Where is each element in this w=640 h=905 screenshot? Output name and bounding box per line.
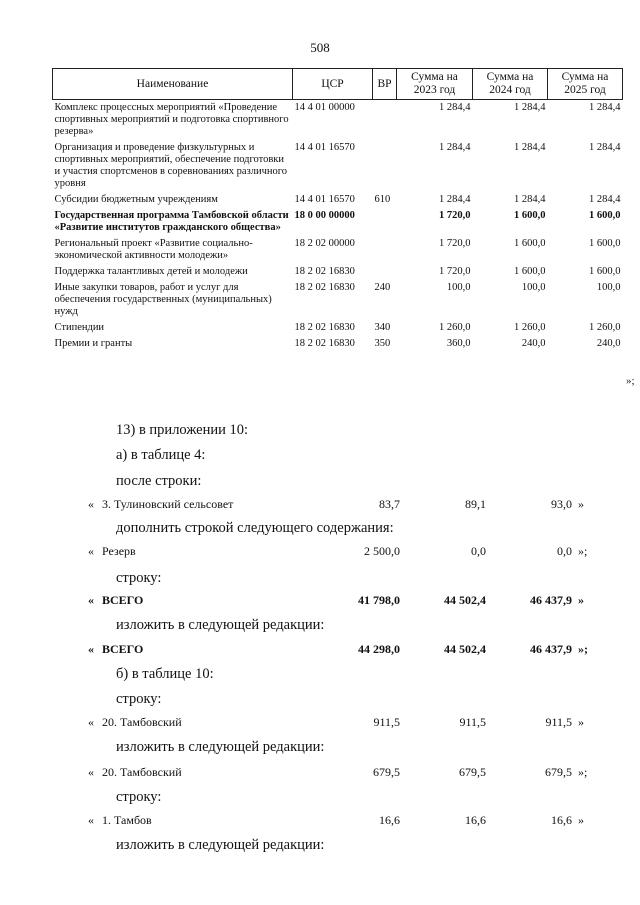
- close-quote: »: [578, 593, 584, 607]
- value-2023: 679,5: [373, 765, 400, 779]
- value-2025: 0,0: [557, 544, 572, 558]
- cell-sum-2025: 1 600,0: [589, 266, 621, 277]
- edit-as-text: изложить в следующей редакции:: [116, 617, 325, 633]
- supplement-text: дополнить строкой следующего содержания:: [116, 520, 394, 536]
- close-quote: »;: [578, 544, 588, 558]
- line-tambov: [0, 813, 640, 829]
- budget-table: [52, 68, 623, 352]
- value-2024: 89,1: [465, 497, 486, 511]
- cell-vr: 340: [374, 322, 391, 333]
- cell-sum-2024: 100,0: [521, 282, 546, 293]
- cell-vr: 240: [374, 282, 391, 293]
- line-tulinovsky: [0, 497, 640, 513]
- cell-name: Стипендии: [54, 322, 105, 333]
- table-row: [53, 100, 623, 141]
- table-row: [53, 192, 623, 208]
- value-2023: 911,5: [373, 715, 400, 729]
- cell-vr: [373, 264, 397, 280]
- cell-sum-2024: 1 260,0: [514, 322, 546, 333]
- cell-name: Субсидии бюджетным учреждениям: [54, 194, 218, 205]
- edit-as-text-2: изложить в следующей редакции:: [116, 739, 325, 755]
- item-b-heading: б) в таблице 10:: [116, 666, 214, 682]
- cell-sum-2024: 1 284,4: [514, 142, 546, 153]
- line-tambovsky-new: [0, 765, 640, 781]
- table-row: [53, 264, 623, 280]
- close-quote: »: [578, 715, 584, 729]
- line-total-old: [0, 593, 640, 609]
- open-quote: «: [88, 715, 94, 729]
- line-reserve: [0, 544, 640, 560]
- cell-sum-2025: 1 284,4: [589, 102, 621, 113]
- cell-name: Региональный проект «Развитие социально-экономической активности молодежи»: [54, 238, 253, 261]
- line-total-new: [0, 642, 640, 658]
- cell-vr: 610: [374, 194, 391, 205]
- cell-csr: 18 2 02 00000: [294, 238, 355, 249]
- header-vr: ВР: [373, 69, 397, 100]
- cell-name: Государственная программа Тамбовской области «Развитие институтов гражданского общества»: [54, 210, 289, 233]
- open-quote: «: [88, 813, 94, 827]
- value-2024: 16,6: [465, 813, 486, 827]
- line-label: 20. Тамбовский: [102, 765, 182, 779]
- value-2025: 46 437,9: [530, 642, 572, 656]
- cell-sum-2024: 1 284,4: [514, 102, 546, 113]
- open-quote: «: [88, 765, 94, 779]
- table-row: [53, 236, 623, 264]
- table-row: [53, 320, 623, 336]
- cell-sum-2023: 100,0: [446, 282, 471, 293]
- cell-sum-2023: 1 284,4: [439, 194, 471, 205]
- value-2024: 44 502,4: [444, 593, 486, 607]
- line-label: 3. Тулиновский сельсовет: [102, 497, 234, 511]
- cell-name: Поддержка талантливых детей и молодежи: [54, 266, 248, 277]
- cell-sum-2023: 1 284,4: [439, 142, 471, 153]
- open-quote: «: [88, 593, 94, 607]
- cell-sum-2023: 360,0: [446, 338, 471, 349]
- cell-sum-2024: 1 284,4: [514, 194, 546, 205]
- value-2025: 679,5: [545, 765, 572, 779]
- value-2023: 44 298,0: [358, 642, 400, 656]
- table-closing-mark: »;: [626, 375, 635, 387]
- value-2023: 2 500,0: [364, 544, 400, 558]
- cell-sum-2025: 1 284,4: [589, 194, 621, 205]
- after-rows-text: после строки:: [116, 473, 202, 489]
- cell-csr: 18 2 02 16830: [294, 282, 355, 293]
- line-label: Резерв: [102, 544, 136, 558]
- cell-sum-2023: 1 284,4: [439, 102, 471, 113]
- line-label: ВСЕГО: [102, 642, 144, 656]
- value-2024: 0,0: [471, 544, 486, 558]
- cell-sum-2023: 1 720,0: [439, 238, 471, 249]
- cell-sum-2024: 1 600,0: [514, 238, 546, 249]
- table-row: [53, 208, 623, 236]
- cell-vr: [373, 208, 397, 236]
- cell-sum-2023: 1 720,0: [439, 266, 471, 277]
- line-label: 1. Тамбов: [102, 813, 152, 827]
- cell-vr: [373, 100, 397, 141]
- item-13-heading: 13) в приложении 10:: [116, 422, 249, 438]
- cell-vr: [373, 140, 397, 192]
- close-quote: »;: [578, 765, 588, 779]
- line-label: ВСЕГО: [102, 593, 144, 607]
- cell-sum-2025: 1 284,4: [589, 142, 621, 153]
- header-sum-2024: Сумма на 2024 год: [473, 69, 548, 100]
- cell-sum-2023: 1 720,0: [439, 210, 471, 221]
- header-csr: ЦСР: [293, 69, 373, 100]
- value-2023: 83,7: [379, 497, 400, 511]
- line-label: 20. Тамбовский: [102, 715, 182, 729]
- cell-csr: 14 4 01 16570: [294, 194, 355, 205]
- table-row: [53, 336, 623, 352]
- row-word-text-3: строку:: [116, 789, 162, 805]
- table-header-row: [53, 69, 623, 100]
- row-word-text-2: строку:: [116, 691, 162, 707]
- cell-csr: 18 2 02 16830: [294, 338, 355, 349]
- cell-sum-2023: 1 260,0: [439, 322, 471, 333]
- cell-name: Премии и гранты: [54, 338, 133, 349]
- cell-csr: 18 2 02 16830: [294, 266, 355, 277]
- page-number: 508: [310, 40, 330, 55]
- cell-name: Организация и проведение физкультурных и спортивных мероприятий, обеспечение подготовки и участия спортсменов в соревнованиях различного уровня: [54, 142, 288, 189]
- cell-sum-2025: 1 600,0: [589, 238, 621, 249]
- item-a-heading: а) в таблице 4:: [116, 447, 206, 463]
- value-2025: 16,6: [551, 813, 572, 827]
- close-quote: »;: [578, 642, 588, 656]
- table-body: [53, 100, 623, 353]
- cell-sum-2025: 240,0: [596, 338, 621, 349]
- cell-vr: 350: [374, 338, 391, 349]
- open-quote: «: [88, 497, 94, 511]
- cell-sum-2025: 1 260,0: [589, 322, 621, 333]
- row-word-text: строку:: [116, 570, 162, 586]
- value-2023: 41 798,0: [358, 593, 400, 607]
- cell-name: Комплекс процессных мероприятий «Проведение спортивных мероприятий и подготовка спортивного резерва»: [54, 102, 289, 137]
- close-quote: »: [578, 497, 584, 511]
- value-2024: 44 502,4: [444, 642, 486, 656]
- cell-csr: 18 0 00 00000: [294, 210, 355, 221]
- open-quote: «: [88, 544, 94, 558]
- value-2024: 679,5: [459, 765, 486, 779]
- table-row: [53, 280, 623, 320]
- table-row: [53, 140, 623, 192]
- cell-name: Иные закупки товаров, работ и услуг для обеспечения государственных (муниципальных) нужд: [54, 282, 272, 317]
- header-name: Наименование: [53, 69, 293, 100]
- cell-sum-2024: 1 600,0: [514, 210, 546, 221]
- value-2024: 911,5: [459, 715, 486, 729]
- cell-csr: 14 4 01 00000: [294, 102, 355, 113]
- header-sum-2025: Сумма на 2025 год: [548, 69, 623, 100]
- cell-sum-2024: 240,0: [521, 338, 546, 349]
- value-2025: 93,0: [551, 497, 572, 511]
- header-sum-2023: Сумма на 2023 год: [397, 69, 473, 100]
- edit-as-text-3: изложить в следующей редакции:: [116, 837, 325, 853]
- cell-sum-2025: 100,0: [596, 282, 621, 293]
- close-quote: »: [578, 813, 584, 827]
- value-2025: 911,5: [545, 715, 572, 729]
- line-tambovsky-old: [0, 715, 640, 731]
- cell-sum-2025: 1 600,0: [589, 210, 621, 221]
- cell-sum-2024: 1 600,0: [514, 266, 546, 277]
- value-2025: 46 437,9: [530, 593, 572, 607]
- value-2023: 16,6: [379, 813, 400, 827]
- cell-vr: [373, 236, 397, 264]
- cell-csr: 14 4 01 16570: [294, 142, 355, 153]
- cell-csr: 18 2 02 16830: [294, 322, 355, 333]
- open-quote: «: [88, 642, 94, 656]
